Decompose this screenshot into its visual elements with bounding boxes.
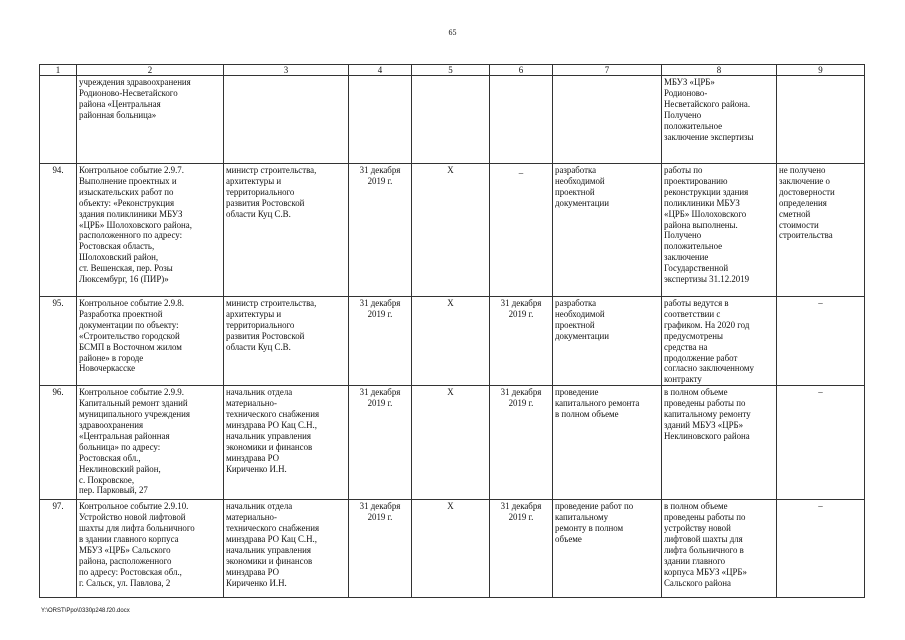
mark-cell: Х [412,386,490,500]
column-header: 4 [349,65,412,76]
responsible-cell [224,76,349,164]
note-cell: не получено заключение о достоверности определения сметной стоимости строительства [777,164,865,297]
plan-date-cell: 31 декабря 2019 г. [349,500,412,598]
column-header: 8 [662,65,777,76]
event-cell: учреждения здравоохранения Родионово-Несветайского района «Центральная районная больница» [77,76,224,164]
result-cell: проведение работ по капитальному ремонту в полном объеме [553,500,662,598]
result-cell: разработка необходимой проектной документации [553,297,662,386]
row-number-cell: 97. [40,500,77,598]
column-header: 9 [777,65,865,76]
column-header: 7 [553,65,662,76]
column-header: 3 [224,65,349,76]
status-cell: в полном объеме проведены работы по капитальному ремонту зданий МБУЗ «ЦРБ» Неклиновского района [662,386,777,500]
fact-date-cell: _ [490,164,553,297]
fact-date-cell: 31 декабря 2019 г. [490,297,553,386]
table-row [40,386,865,500]
note-cell: – [777,386,865,500]
column-header: 1 [40,65,77,76]
event-cell: Контрольное событие 2.9.9. Капитальный ремонт зданий муниципального учреждения здравоохранения «Центральная районная больница» по адресу: Ростовская обл., Неклиновский район, с. Покровское, пер. Парковый, 27 [77,386,224,500]
table-row [40,164,865,297]
note-cell: – [777,297,865,386]
table-row [40,500,865,598]
status-cell: работы ведутся в соответствии с графиком. На 2020 год предусмотрены средства на продолжение работ согласно заключенному контракту [662,297,777,386]
plan-date-cell: 31 декабря 2019 г. [349,386,412,500]
event-cell: Контрольное событие 2.9.8. Разработка проектной документации по объекту: «Строительство городской БСМП в Восточном жилом районе» в городе Новочеркасске [77,297,224,386]
event-cell: Контрольное событие 2.9.7. Выполнение проектных и изыскательских работ по объекту: «Реконструкция здания поликлиники МБУЗ «ЦРБ» Шолоховского района, расположенного по адресу: Ростовская область, Шолоховский район, ст. Вешенская, пер. Розы Люксембург, 16 (ПИР)» [77,164,224,297]
status-cell: МБУЗ «ЦРБ» Родионово- Несветайского района. Получено положительное заключение экспертизы [662,76,777,164]
responsible-cell: министр строительства, архитектуры и территориального развития Ростовской области Куц С.В. [224,164,349,297]
mark-cell [412,76,490,164]
row-number-cell: 95. [40,297,77,386]
plan-date-cell: 31 декабря 2019 г. [349,297,412,386]
fact-date-cell: 31 декабря 2019 г. [490,500,553,598]
page-number: 65 [448,28,457,37]
control-events-table [39,64,865,598]
mark-cell: Х [412,500,490,598]
fact-date-cell [490,76,553,164]
mark-cell: Х [412,297,490,386]
responsible-cell: министр строительства, архитектуры и территориального развития Ростовской области Куц С.В. [224,297,349,386]
table-row [40,76,865,164]
column-header: 5 [412,65,490,76]
result-cell: разработка необходимой проектной документации [553,164,662,297]
responsible-cell: начальник отдела материально- технического снабжения минздрава РО Кац С.Н., начальник управления экономики и финансов минздрава РО Кириченко И.Н. [224,500,349,598]
responsible-cell: начальник отдела материально- технического снабжения минздрава РО Кац С.Н., начальник управления экономики и финансов минздрава РО Кириченко И.Н. [224,386,349,500]
row-number-cell: 94. [40,164,77,297]
note-cell [777,76,865,164]
result-cell [553,76,662,164]
column-header: 6 [490,65,553,76]
column-header: 2 [77,65,224,76]
event-cell: Контрольное событие 2.9.10. Устройство новой лифтовой шахты для лифта больничного в здании главного корпуса МБУЗ «ЦРБ» Сальского района, расположенного по адресу: Ростовская обл., г. Сальск, ул. Павлова, 2 [77,500,224,598]
status-cell: в полном объеме проведены работы по устройству новой лифтовой шахты для лифта больничного в здании главного корпуса МБУЗ «ЦРБ» Сальского района [662,500,777,598]
plan-date-cell [349,76,412,164]
table-row [40,297,865,386]
row-number-cell [40,76,77,164]
column-number-row [40,65,865,76]
row-number-cell: 96. [40,386,77,500]
file-path-footer: Y:\ORST\Ppo\0330p248.f20.docx [41,608,130,614]
fact-date-cell: 31 декабря 2019 г. [490,386,553,500]
status-cell: работы по проектированию реконструкции здания поликлиники МБУЗ «ЦРБ» Шолоховского района выполнены. Получено положительное заключение Государственной экспертизы 31.12.2019 [662,164,777,297]
result-cell: проведение капитального ремонта в полном объеме [553,386,662,500]
mark-cell: Х [412,164,490,297]
plan-date-cell: 31 декабря 2019 г. [349,164,412,297]
note-cell: – [777,500,865,598]
